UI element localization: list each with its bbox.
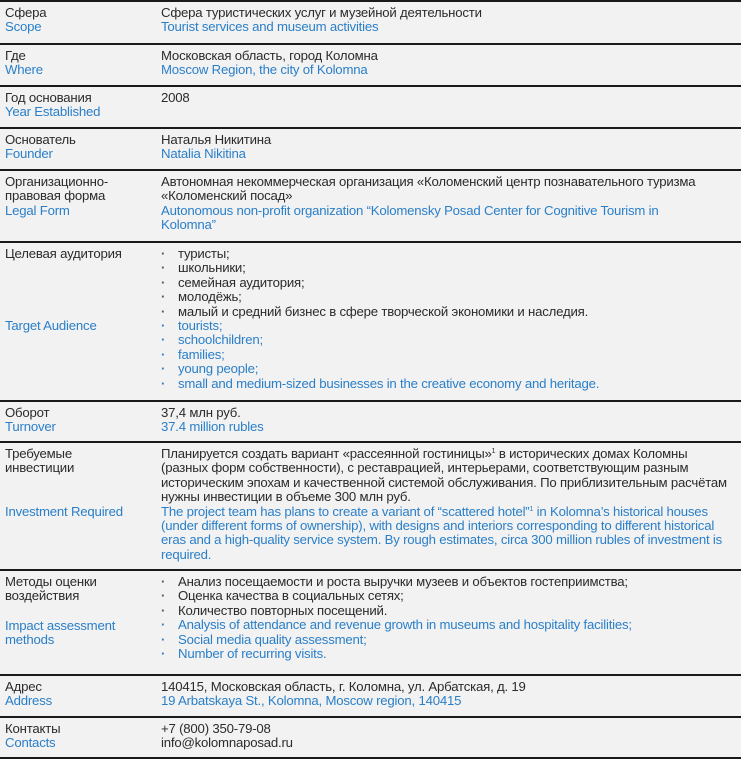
row-contacts [0, 718, 741, 759]
contact-phone[interactable]: +7 (800) 350-79-08 [161, 721, 271, 736]
value-ru-part: в исторических домах Коломны (разных форм собственности), с реставрацией, интерьерами, соответствующим разным историческим эпохам и качественной системой обслуживания. По приблизительным расчётам нужны инвестиции в объеме 300 млн руб. [161, 446, 727, 505]
value-en: 19 Arbatskaya St., Kolomna, Moscow region, 140415 [161, 693, 462, 709]
list-item: · Number of recurring visits. [161, 647, 735, 661]
value-en [161, 505, 727, 563]
label-en: Investment Required [5, 504, 123, 519]
label-cell [0, 571, 156, 674]
label-en: Impact assessment methods [5, 618, 116, 648]
value-ru: Наталья Никитина [161, 132, 272, 147]
label-cell [0, 718, 156, 757]
list-item: · families; [161, 348, 735, 362]
label-ru: Требуемые инвестиции [5, 446, 75, 476]
value-cell [156, 243, 741, 400]
value-ru: 2008 [161, 90, 190, 105]
label-cell [0, 45, 156, 85]
row-legal-form [0, 171, 741, 243]
label-ru: Оборот [5, 405, 50, 420]
list-item: · туристы; [161, 247, 735, 261]
value-en: Moscow Region, the city of Kolomna [161, 62, 368, 78]
label-en: Contacts [5, 735, 56, 751]
label-cell [0, 243, 156, 400]
list-item: · малый и средний бизнес в сфере творческой экономики и наследия. [161, 305, 735, 319]
value-en: Natalia Nikitina [161, 146, 246, 162]
value-cell [156, 571, 741, 674]
list-item: · Analysis of attendance and revenue growth in museums and hospitality facilities; [161, 618, 735, 632]
label-cell [0, 402, 156, 441]
value-cell [156, 45, 741, 85]
value-ru: Автономная некоммерческая организация «Коломенский центр познавательного туризма «Коломенский посад» [161, 174, 696, 204]
list-item: · Оценка качества в социальных сетях; [161, 589, 735, 603]
row-where [0, 45, 741, 87]
value-cell [156, 129, 741, 169]
value-cell [156, 171, 741, 241]
row-founder [0, 129, 741, 171]
value-cell [156, 87, 741, 127]
label-ru: Целевая аудитория [5, 246, 122, 261]
label-en: Target Audience [5, 318, 97, 333]
label-cell [0, 87, 156, 127]
value-ru-part: Планируется создать вариант «рассеянной гостиницы» [161, 446, 492, 461]
label-en: Founder [5, 146, 53, 162]
row-address [0, 676, 741, 718]
label-ru: Контакты [5, 721, 61, 736]
footnote-ref: 1 [491, 448, 496, 455]
label-ru: Сфера [5, 5, 47, 20]
audience-list-en [161, 319, 735, 391]
value-en-part: The project team has plans to create a variant of “scattered hotel” [161, 503, 530, 519]
value-en: Tourist services and museum activities [161, 19, 379, 35]
row-turnover [0, 402, 741, 443]
list-item: · schoolchildren; [161, 333, 735, 347]
label-cell [0, 129, 156, 169]
value-ru: 37,4 млн руб. [161, 405, 241, 420]
label-ru: Методы оценки воздействия [5, 574, 97, 604]
label-en: Turnover [5, 419, 56, 435]
value-ru [161, 447, 727, 505]
label-cell [0, 676, 156, 716]
list-item: · small and medium-sized businesses in the creative economy and heritage. [161, 377, 735, 391]
value-en-part: in Kolomna’s historical houses (under different forms of ownership), with designs and interiors corresponding to different historical eras and a high-quality service system. By rough estimates, circa 300 million rubles of investment is required. [161, 503, 723, 562]
audience-list-ru [161, 247, 735, 319]
value-cell [156, 2, 741, 43]
footnote-ref: 1 [529, 505, 534, 513]
label-ru: Адрес [5, 679, 42, 694]
label-cell [0, 443, 156, 569]
value-cell [156, 676, 741, 716]
list-item: · семейная аудитория; [161, 276, 735, 290]
list-item: · Social media quality assessment; [161, 633, 735, 647]
label-cell [0, 171, 156, 241]
label-ru: Где [5, 48, 26, 63]
value-ru: Московская область, город Коломна [161, 48, 378, 63]
value-en: 37.4 million rubles [161, 419, 264, 435]
list-item: · школьники; [161, 261, 735, 275]
contact-email[interactable]: info@kolomnaposad.ru [161, 735, 293, 751]
value-cell [156, 443, 741, 569]
label-en: Scope [5, 19, 42, 35]
row-year-established [0, 87, 741, 129]
list-item: · young people; [161, 362, 735, 376]
label-ru: Год основания [5, 90, 92, 105]
value-cell [156, 718, 741, 757]
value-ru: Сфера туристических услуг и музейной деятельности [161, 5, 482, 20]
list-item: · Количество повторных посещений. [161, 604, 735, 618]
label-ru: Основатель [5, 132, 76, 147]
label-en: Address [5, 693, 52, 709]
value-ru: 140415, Московская область, г. Коломна, ул. Арбатская, д. 19 [161, 679, 526, 694]
label-en: Legal Form [5, 202, 70, 218]
value-en: Autonomous non-profit organization “Kolomensky Posad Center for Cognitive Tourism in Kolomna” [161, 202, 659, 233]
row-impact-assessment [0, 571, 741, 676]
label-ru: Организационно-правовая форма [5, 174, 109, 204]
label-en: Where [5, 62, 43, 78]
row-scope [0, 2, 741, 45]
row-investment-required [0, 443, 741, 571]
value-cell [156, 402, 741, 441]
row-target-audience [0, 243, 741, 402]
label-en: Year Established [5, 104, 101, 120]
list-item: · молодёжь; [161, 290, 735, 304]
list-item: · Анализ посещаемости и роста выручки музеев и объектов гостеприимства; [161, 575, 735, 589]
methods-list-ru [161, 575, 735, 618]
methods-list-en [161, 618, 735, 661]
label-cell [0, 2, 156, 43]
list-item: · tourists; [161, 319, 735, 333]
